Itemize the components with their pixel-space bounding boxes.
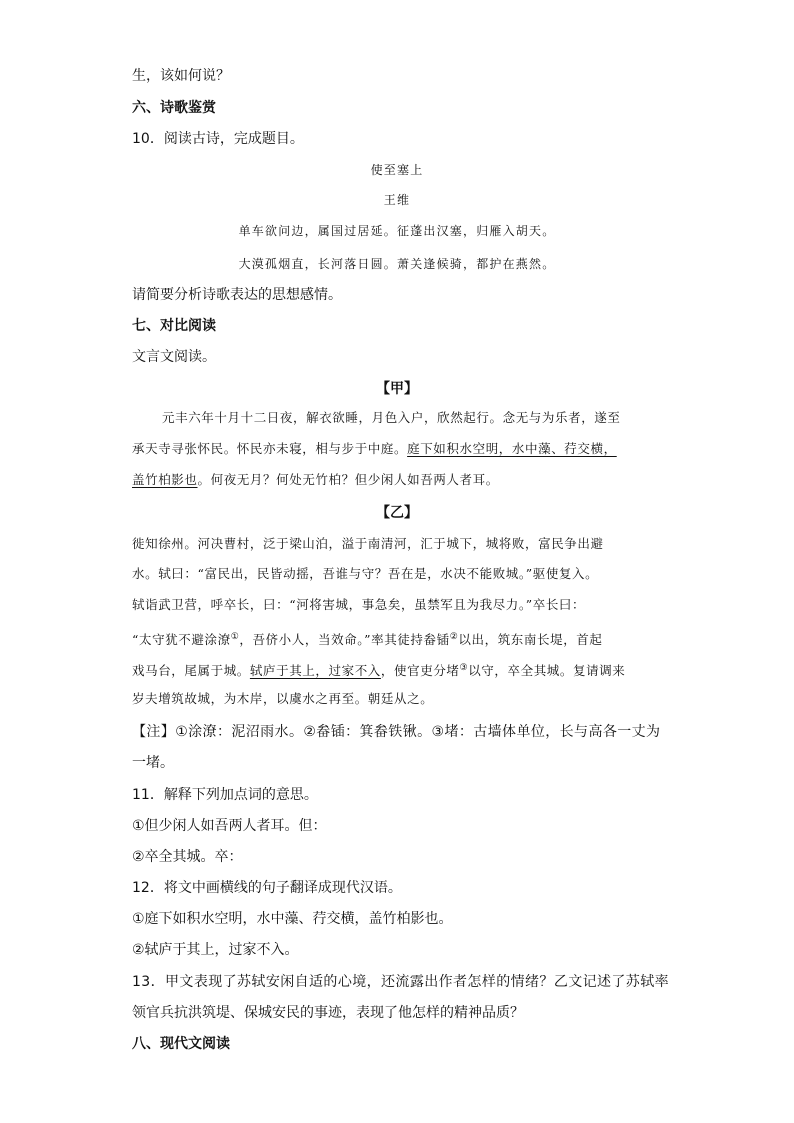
passage-yi-line [132, 658, 625, 681]
question-11: 11．解释下列加点词的意思。 [132, 787, 318, 803]
passage-yi-line: 徙知徐州。河决曹村，泛于梁山泊，溢于南清河，汇于城下，城将败，富民争出避 [132, 536, 604, 551]
passage-jia-line: 元丰六年十月十二日夜，解衣欲睡，月色入户，欣然起行。念无与为乐者，遂至 [162, 410, 621, 425]
question-12-item: ①庭下如积水空明，水中藻、荇交横，盖竹柏影也。 [132, 911, 453, 927]
section-heading-6: 六、诗歌鉴赏 [132, 100, 216, 116]
jia-text: 承天寺寻张怀民。怀民亦未寝，相与步于中庭。 [132, 441, 408, 456]
section-heading-8: 八、现代文阅读 [132, 1036, 230, 1052]
underlined-sentence: 庭下如积水空明，水中藻、荇交横， [407, 441, 617, 456]
yi-text: ，吾侪小人，当效命。”率其徒持畚锸 [239, 632, 450, 648]
poem-line-1: 单车欲问边，属国过居延。征蓬出汉塞，归雁入胡天。 [238, 224, 556, 238]
footnote-marker: ③ [459, 663, 469, 673]
question-13-continued: 领官兵抗洪筑堤、保城安民的事迹，表现了他怎样的精神品质？ [132, 1005, 524, 1021]
passage-yi-line [132, 627, 603, 650]
jia-text: 。何夜无月？何处无竹柏？但少闲人如吾两人者耳。 [197, 472, 499, 487]
footnote-marker: ① [230, 632, 240, 642]
poem-author: 王维 [383, 193, 411, 207]
yi-text: 以守，卒全其城。复请调来 [468, 663, 626, 679]
passage-yi-line: 水。轼曰：“富民出，民皆动摇，吾谁与守？吾在是，水决不能败城。”驱使复入。 [132, 566, 599, 581]
passage-yi-label: 【乙】 [376, 505, 418, 521]
passage-jia-line [132, 439, 617, 459]
question-12-item: ②轼庐于其上，过家不入。 [132, 942, 299, 958]
section-heading-7: 七、对比阅读 [132, 318, 216, 334]
passage-yi-line: 轼诣武卫营，呼卒长，曰：“河将害城，事急矣，虽禁军且为我尽力。”卒长曰： [132, 597, 586, 612]
yi-text: “太守犹不避涂潦 [132, 632, 231, 648]
classical-reading-label: 文言文阅读。 [132, 349, 216, 365]
question-11-item: ②卒全其城。卒： [132, 849, 243, 865]
underlined-sentence: 轼庐于其上，过家不入 [249, 663, 381, 679]
question-12: 12．将文中画横线的句子翻译成现代汉语。 [132, 880, 402, 896]
passage-jia-label: 【甲】 [376, 381, 418, 397]
question-10: 10．阅读古诗，完成题目。 [132, 131, 304, 147]
footnote-line: 一堵。 [132, 755, 174, 771]
question-13: 13．甲文表现了苏轼安闲自适的心境，还流露出作者怎样的情绪？乙文记述了苏轼率 [132, 974, 670, 990]
question-10-prompt: 请简要分析诗歌表达的思想感情。 [132, 287, 342, 303]
underlined-sentence: 盖竹柏影也 [132, 472, 198, 487]
passage-jia-line [132, 470, 499, 490]
poem-title: 使至塞上 [370, 163, 424, 177]
poem-line-2: 大漠孤烟直，长河落日圆。萧关逢候骑，都护在燕然。 [238, 257, 556, 271]
footnote-marker: ② [449, 632, 459, 642]
question-11-item: ①但少闲人如吾两人者耳。但： [132, 818, 327, 834]
yi-text: 戏马台，尾属于城。 [132, 663, 250, 679]
footnote-line: 【注】①涂潦：泥沼雨水。②畚锸：箕畚铁锹。③堵：古墙体单位，长与高各一丈为 [132, 724, 661, 740]
yi-text: ，使官吏分堵 [380, 663, 460, 679]
yi-text: 以出，筑东南长堤，首起 [458, 632, 603, 648]
text-line: 生，该如何说？ [132, 68, 230, 84]
passage-yi-line: 岁夫增筑故城，为木岸，以虞水之再至。朝廷从之。 [132, 691, 434, 706]
